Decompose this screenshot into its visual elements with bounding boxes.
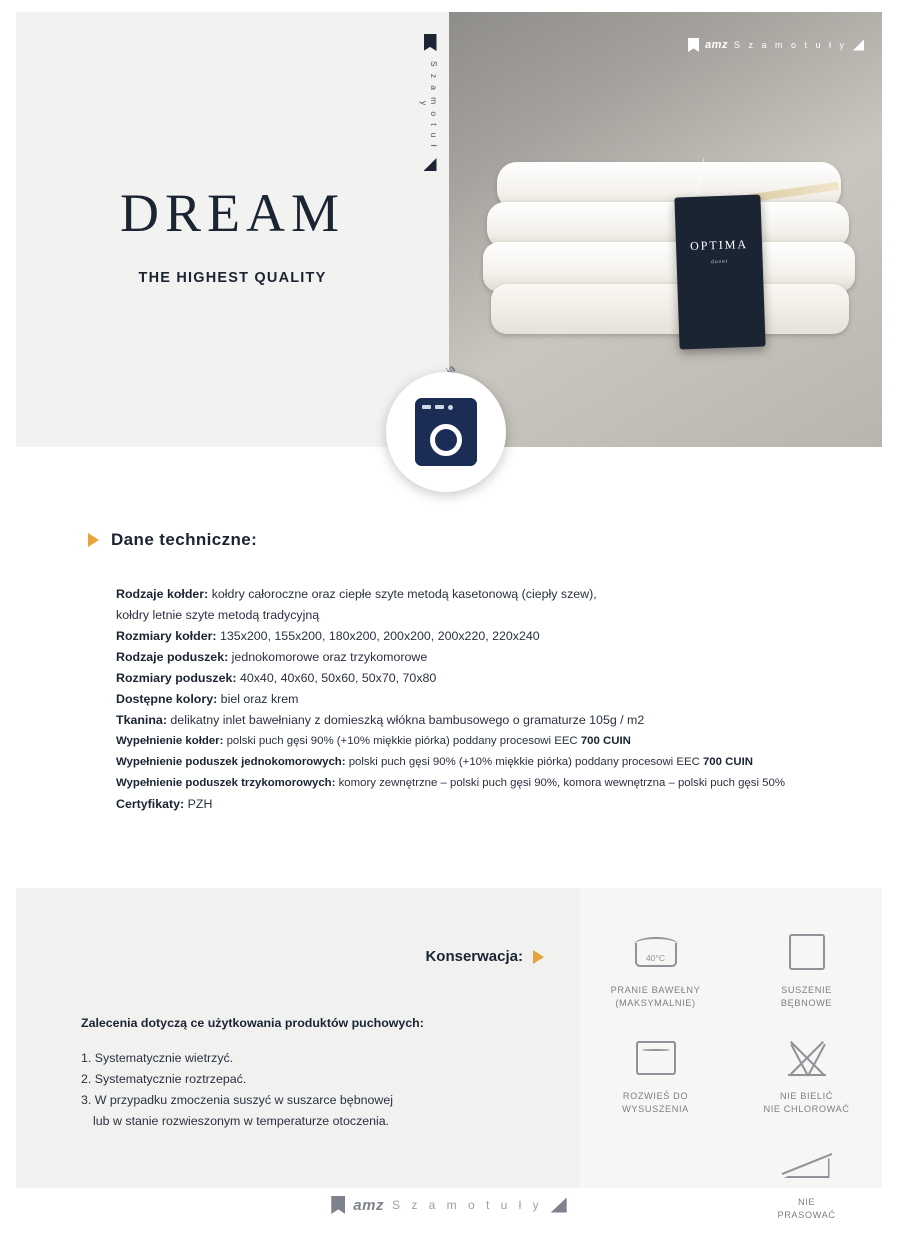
technical-data-section — [16, 530, 882, 815]
spec-label: Certyfikaty: — [116, 797, 185, 811]
care-header — [425, 948, 544, 965]
spec-label: Wypełnienie poduszek trzykomorowych: — [116, 777, 336, 789]
care-symbol — [592, 1034, 720, 1116]
spec-value: PZH — [187, 797, 213, 811]
list-item: 3. W przypadku zmoczenia suszyć w suszarce bębnowej — [81, 1093, 393, 1107]
caption-line: PRASOWAĆ — [777, 1210, 836, 1220]
product-tag-name: OPTIMA — [689, 237, 749, 254]
duvet-layer — [491, 284, 849, 334]
footer-brand-mark: amz — [353, 1196, 384, 1214]
spec-row — [116, 689, 882, 710]
caption-line: WYSUSZENIA — [622, 1104, 689, 1114]
bookmark-icon — [424, 34, 437, 51]
spec-row — [116, 626, 882, 647]
list-item: 1. Systematycznie wietrzyć. — [81, 1051, 234, 1065]
list-item: 2. Systematycznie roztrzepać. — [81, 1072, 247, 1086]
bookmark-icon — [688, 38, 699, 52]
spec-label: Wypełnienie kołder: — [116, 735, 224, 747]
triangle-icon — [551, 1198, 567, 1213]
washer-panel — [422, 404, 470, 410]
arrow-right-icon — [88, 533, 99, 547]
product-hang-tag — [674, 195, 765, 350]
bookmark-icon — [331, 1196, 345, 1214]
spec-row — [116, 752, 882, 773]
spec-label: Dostępne kolory: — [116, 692, 218, 706]
care-symbol — [743, 1034, 871, 1116]
technical-data-header — [16, 530, 882, 550]
care-symbol — [592, 928, 720, 1010]
spec-highlight: 700 CUIN — [702, 756, 753, 768]
spec-label: Tkanina: — [116, 713, 167, 727]
triangle-icon — [853, 40, 864, 51]
spec-value: polski puch gęsi 90% (+10% miękkie piórka) poddany procesowi EEC — [348, 756, 703, 768]
brand-logo-hero — [688, 38, 864, 52]
do-not-iron-icon — [743, 1140, 871, 1188]
caption-line: NIE CHLOROWAĆ — [763, 1104, 850, 1114]
product-tag-sub: duvet — [710, 258, 729, 266]
spec-row — [116, 647, 882, 668]
brand-mark-label: amz — [705, 39, 728, 51]
spec-value: 135x200, 155x200, 180x200, 200x200, 200x220, 220x240 — [219, 629, 540, 643]
spec-label: Rodzaje kołder: — [116, 587, 209, 601]
caption-line: NIE — [797, 1197, 816, 1207]
care-symbol-caption — [743, 984, 871, 1010]
care-symbol-caption — [592, 1090, 720, 1116]
spec-row — [116, 584, 882, 605]
list-item: lub w stanie rozwieszonym w temperaturze otoczenia. — [93, 1114, 390, 1128]
care-instructions-list — [81, 1048, 393, 1132]
hero-left-panel — [16, 12, 449, 447]
spec-label: Wypełnienie poduszek jednokomorowych: — [116, 756, 346, 768]
washing-machine-icon — [415, 398, 477, 466]
care-title: Konserwacja: — [425, 948, 523, 965]
washer-door — [426, 420, 466, 460]
caption-line: (MAKSYMALNIE) — [615, 998, 696, 1008]
caption-line: ROZWIEŚ DO — [622, 1091, 689, 1101]
footer-brand-word: S z a m o t u ł y — [391, 1198, 543, 1212]
technical-data-list — [16, 584, 882, 815]
care-symbols-panel — [580, 888, 882, 1220]
caption-line: PRANIE BAWEŁNY — [610, 985, 701, 995]
caption-line: NIE BIELIĆ — [780, 1091, 833, 1101]
brand-vertical-word: S z a m o t u ł y — [419, 60, 439, 149]
page-subtitle: THE HIGHEST QUALITY — [138, 270, 327, 286]
wash-cotton-icon — [592, 928, 720, 976]
caption-line: SUSZENIE — [781, 985, 832, 995]
spec-value: komory zewnętrzne – polski puch gęsi 90%, komora wewnętrzna – polski puch gęsi 50% — [338, 777, 785, 789]
spec-row — [116, 773, 882, 794]
page-title: DREAM — [119, 183, 345, 243]
care-subtitle: Zalecenia dotyczą ce użytkowania produktów puchowych: — [81, 1016, 424, 1030]
spec-label: Rodzaje poduszek: — [116, 650, 229, 664]
spec-row — [116, 605, 882, 626]
triangle-icon — [424, 158, 437, 171]
hero-product-image — [449, 12, 882, 447]
wash-temperature-label: 40°C — [646, 953, 665, 963]
care-symbol-caption — [743, 1090, 871, 1116]
footer-brand — [0, 1196, 898, 1214]
spec-value: kołdry całoroczne oraz ciepłe szyte metodą kasetonową (ciepły szew), — [211, 587, 597, 601]
spec-value: delikatny inlet bawełniany z domieszką włókna bambusowego o gramaturze 105g / m2 — [170, 713, 645, 727]
care-symbols-grid — [580, 928, 882, 1222]
spec-row — [116, 710, 882, 731]
do-not-bleach-icon — [743, 1034, 871, 1082]
tumble-dry-icon — [743, 928, 871, 976]
spec-row — [116, 668, 882, 689]
care-symbol — [743, 928, 871, 1010]
arrow-right-icon — [533, 950, 544, 964]
wash-badge — [386, 372, 506, 492]
technical-data-title: Dane techniczne: — [111, 530, 258, 549]
brand-vertical — [419, 34, 441, 171]
spec-value: 40x40, 40x60, 50x60, 50x70, 70x80 — [239, 671, 437, 685]
spec-highlight: 700 CUIN — [580, 735, 631, 747]
spec-row — [116, 794, 882, 815]
spec-row — [116, 731, 882, 752]
caption-line: BĘBNOWE — [780, 998, 833, 1008]
spec-value: jednokomorowe oraz trzykomorowe — [231, 650, 428, 664]
spec-label: Rozmiary poduszek: — [116, 671, 237, 685]
spec-value: polski puch gęsi 90% (+10% miękkie piórka) poddany procesowi EEC — [226, 735, 581, 747]
spec-value: kołdry letnie szyte metodą tradycyjną — [116, 608, 320, 622]
care-symbol-caption — [592, 984, 720, 1010]
spec-value: biel oraz krem — [220, 692, 299, 706]
line-dry-icon — [592, 1034, 720, 1082]
brand-word-label: S z a m o t u ł y — [733, 40, 847, 50]
spec-label: Rozmiary kołder: — [116, 629, 217, 643]
care-text-panel — [16, 888, 580, 1188]
